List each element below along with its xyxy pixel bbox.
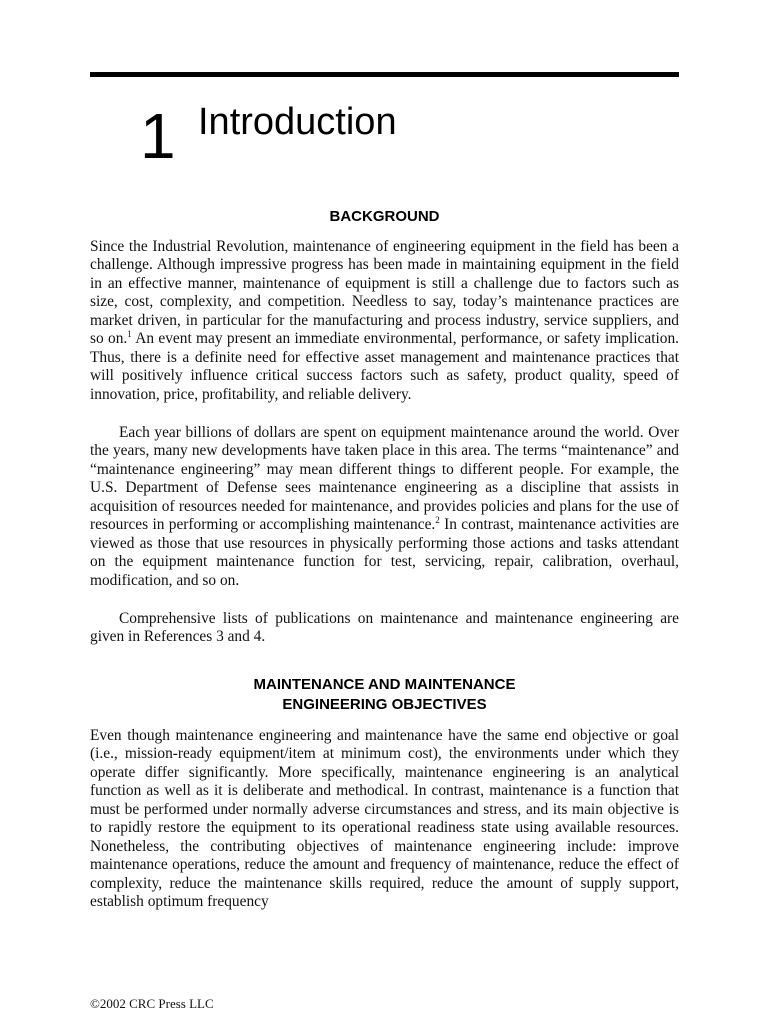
- book-page: [90, 0, 679, 1024]
- paragraph-background-1: [90, 238, 679, 404]
- paragraph-text: Since the Industrial Revolution, maintenance of engineering equipment in the field has been a challenge. Although impressive progress has been made in maintaining equipment in the field in an effective manner, maintenance of equipment is still a challenge due to factors such as size, cost, complexity, and competition. Needless to say, today’s maintenance practices are market driven, in particular for the manufacturing and process industry, service suppliers, and so on.: [90, 238, 679, 348]
- paragraph-objectives-1: Even though maintenance engineering and maintenance have the same end objective or goal (i.e., mission-ready equipment/item at minimum cost), the environments under which they operate differ significantly. More specifically, maintenance engineering is an analytical function as well as it is deliberate and methodical. In contrast, maintenance is a function that must be performed under normally adverse circumstances and stress, and its main objective is to rapidly restore the equipment to its operational readiness state using available resources. Nonetheless, the contributing objectives of maintenance engineering include: improve maintenance operations, reduce the amount and frequency of maintenance, reduce the effect of complexity, reduce the maintenance skills required, reduce the amount of supply support, establish optimum frequency: [90, 727, 679, 911]
- section-heading-line: MAINTENANCE AND MAINTENANCE: [253, 676, 516, 693]
- paragraph-text: Each year billions of dollars are spent on equipment maintenance around the world. Over the years, many new developments have taken place in this area. The terms “maintenance” and “maintenance engineering” may mean different things to different people. For example, the U.S. Department of Defense sees maintenance engineering as a discipline that assists in acquisition of resources needed for maintenance, and provides policies and plans for the use of resources in performing or accomplishing maintenance.: [90, 424, 679, 534]
- paragraph-background-2: [90, 424, 679, 590]
- footnote-ref: 1: [127, 329, 132, 340]
- section-heading-background: [90, 207, 679, 227]
- footnote-ref: 2: [435, 515, 440, 526]
- section-heading-line: ENGINEERING OBJECTIVES: [282, 696, 487, 713]
- chapter-rule: [90, 72, 679, 77]
- chapter-title: Introduction: [198, 101, 397, 143]
- section-heading-text: BACKGROUND: [329, 208, 440, 225]
- section-heading-objectives: [90, 675, 679, 715]
- paragraph-text: An event may present an immediate environmental, performance, or safety implication. Thus, there is a definite need for effective asset management and maintenance practices that will positively influence critical success factors such as safety, product quality, speed of innovation, price, profitability, and reliable delivery.: [90, 330, 679, 403]
- paragraph-text: In contrast, maintenance activities are viewed as those that use resources in physically performing those actions and tasks attendant on the equipment maintenance function for test, servicing, repair, calibration, overhaul, modification, and so on.: [90, 516, 679, 589]
- paragraph-background-3: Comprehensive lists of publications on maintenance and maintenance engineering are given in References 3 and 4.: [90, 610, 679, 646]
- chapter-number: 1: [140, 100, 176, 172]
- copyright-footer: ©2002 CRC Press LLC: [90, 996, 214, 1011]
